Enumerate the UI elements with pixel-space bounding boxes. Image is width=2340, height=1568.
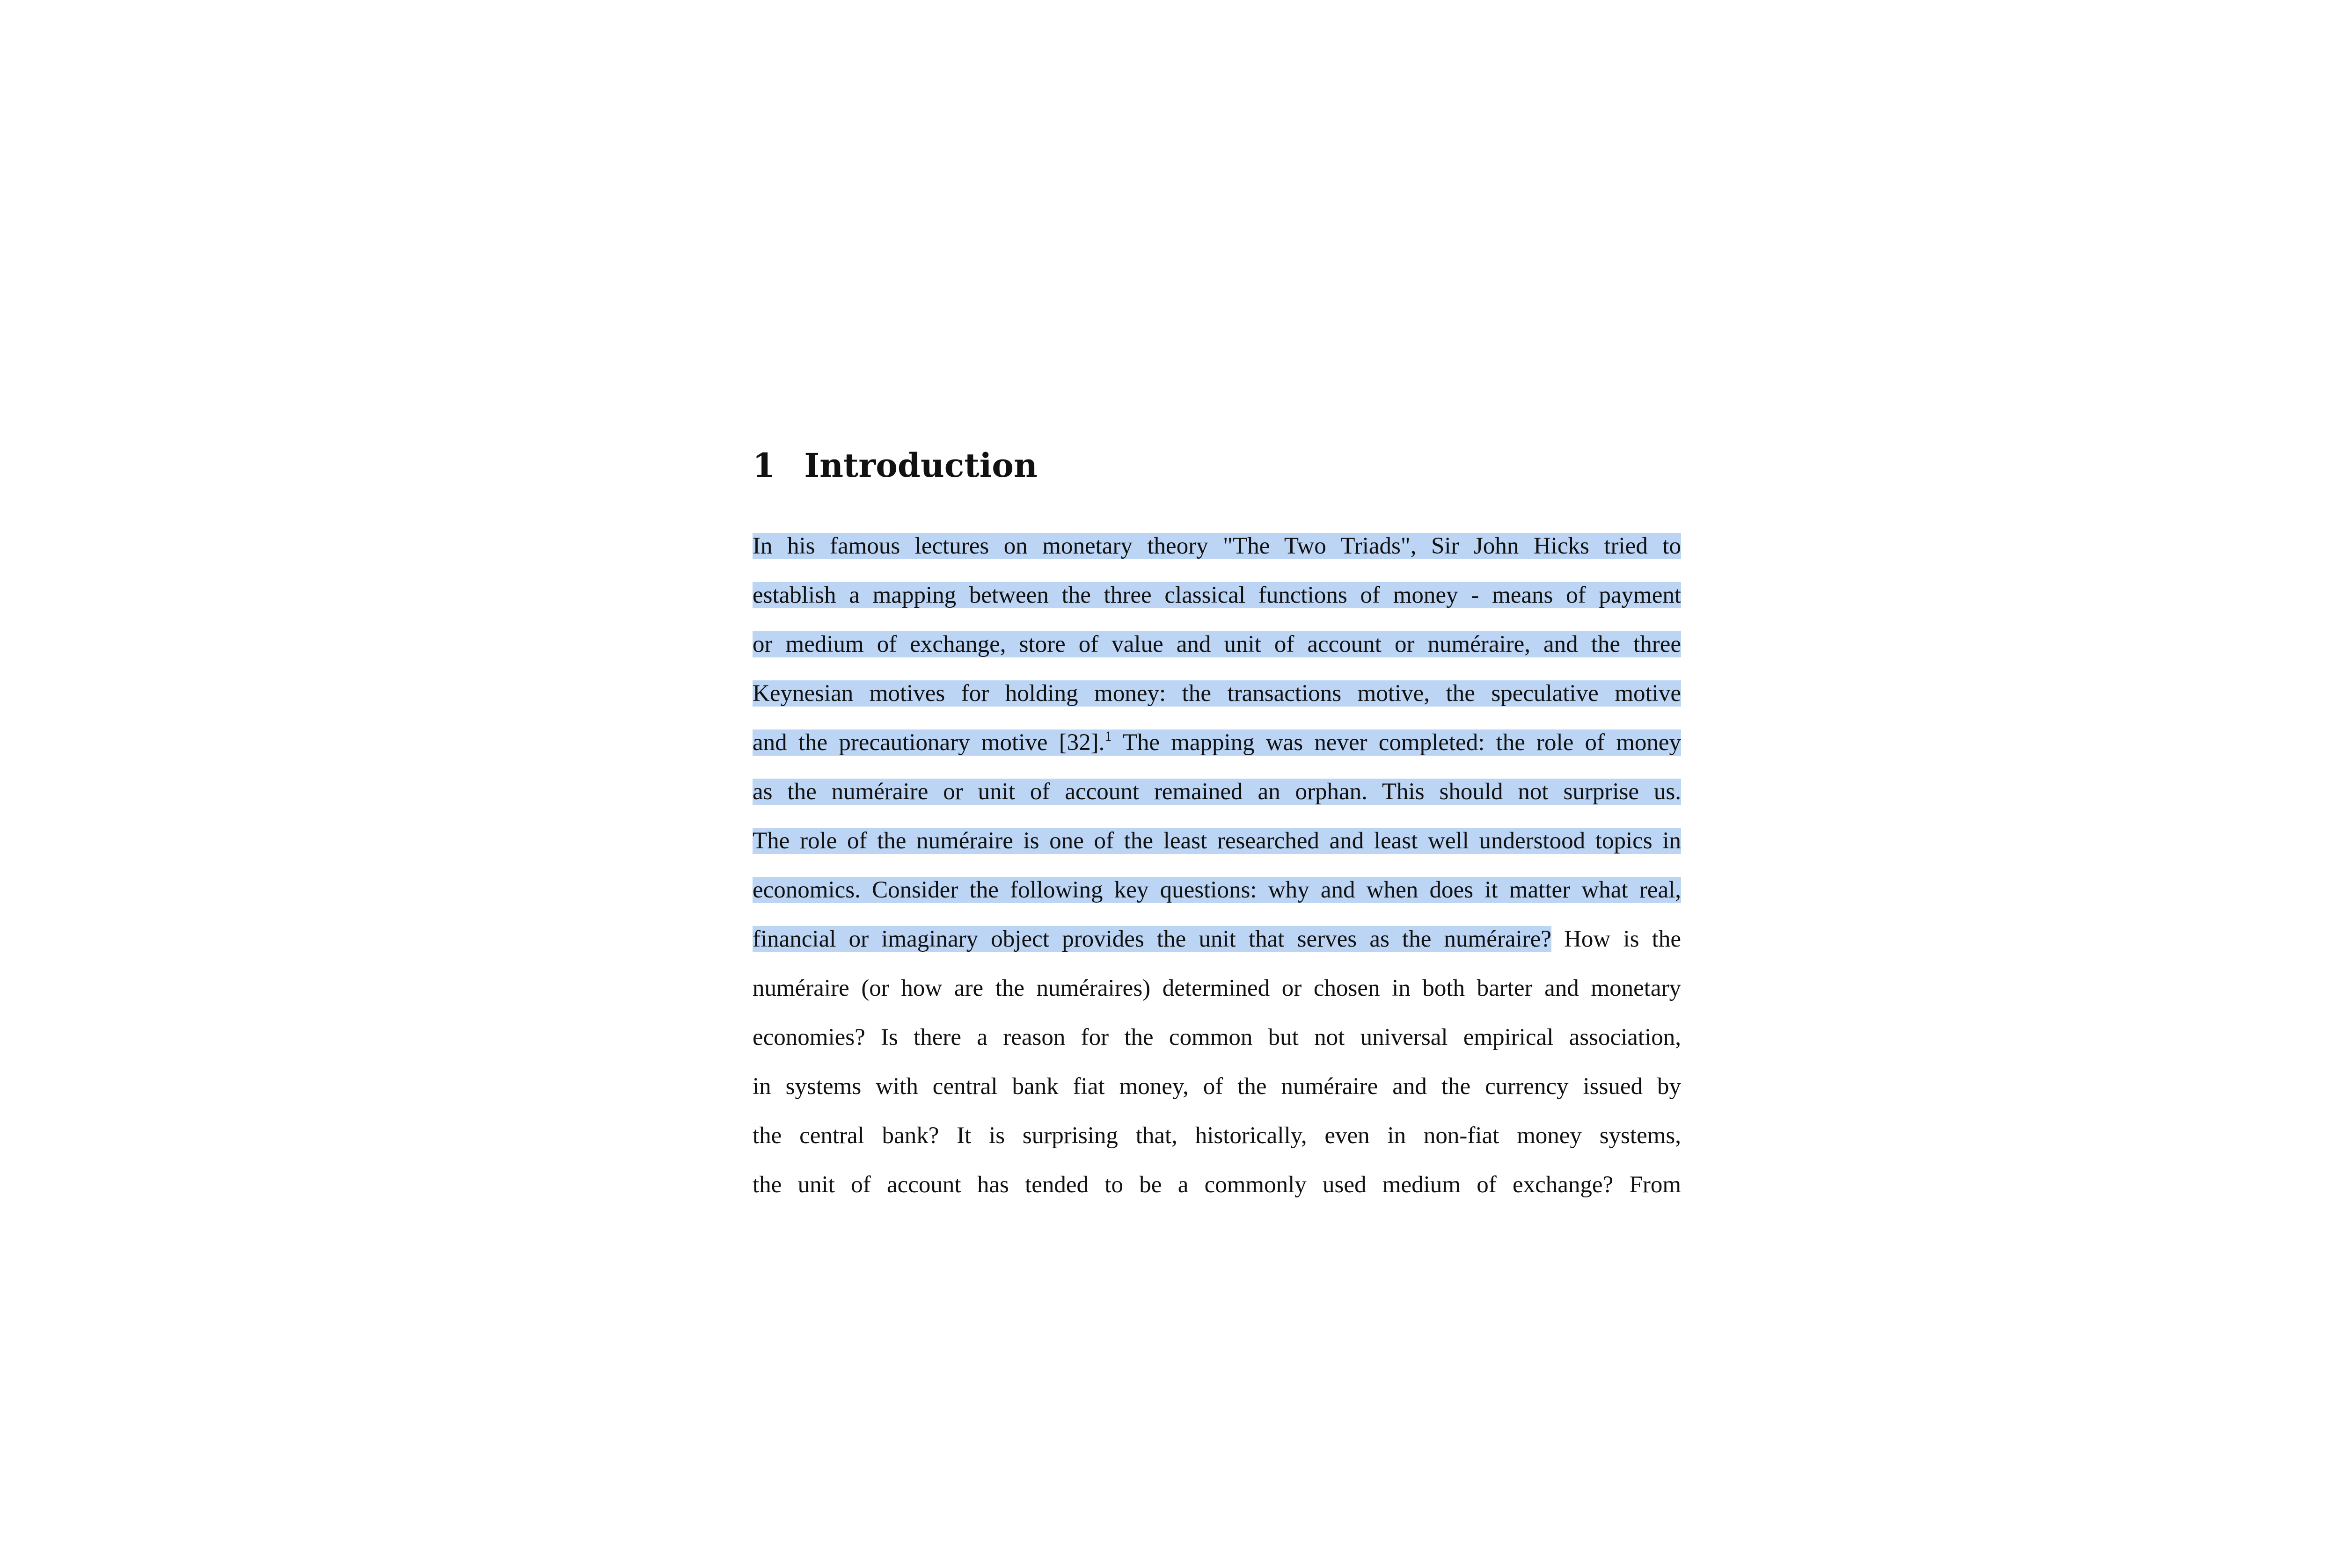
unselected-text[interactable]: in systems with central bank fiat money, of the numéraire and the currency issued by <box>753 1073 1681 1100</box>
selected-text[interactable]: The role of the numéraire is one of the least researched and least well understood topics in <box>753 828 1681 854</box>
footnote-marker[interactable]: 1 <box>1104 729 1112 744</box>
selected-text[interactable]: In his famous lectures on monetary theory "The Two Triads", Sir John Hicks tried to <box>753 533 1681 559</box>
paragraph-line-11[interactable] <box>753 1022 1681 1052</box>
selected-text[interactable] <box>753 729 1681 756</box>
paragraph-line-5[interactable] <box>753 728 1681 758</box>
section-heading <box>753 438 1408 494</box>
paragraph-line-6[interactable] <box>753 777 1681 807</box>
paragraph-line-4[interactable] <box>753 678 1681 708</box>
unselected-text[interactable]: the central bank? It is surprising that, historically, even in non-fiat money systems, <box>753 1123 1681 1149</box>
unselected-text[interactable]: economies? Is there a reason for the common but not universal empirical association, <box>753 1024 1681 1050</box>
paragraph-line-10[interactable] <box>753 973 1681 1003</box>
selected-text[interactable]: financial or imaginary object provides the unit that serves as the numéraire? <box>753 926 1551 952</box>
paragraph-line-2[interactable] <box>753 580 1681 610</box>
unselected-text[interactable]: numéraire (or how are the numéraires) determined or chosen in both barter and monetary <box>753 975 1681 1001</box>
paragraph-line-1[interactable] <box>753 531 1681 561</box>
paragraph-line-13[interactable] <box>753 1121 1681 1151</box>
paragraph-line-7[interactable] <box>753 826 1681 856</box>
unselected-text[interactable]: the unit of account has tended to be a commonly used medium of exchange? From <box>753 1172 1681 1198</box>
paragraph-line-3[interactable] <box>753 629 1681 659</box>
paragraph-line-9[interactable] <box>753 924 1681 954</box>
paragraph-line-8[interactable] <box>753 875 1681 905</box>
paragraph-line-12[interactable] <box>753 1072 1681 1101</box>
section-number: 1 <box>753 446 775 485</box>
selected-text[interactable]: establish a mapping between the three classical functions of money - means of payment <box>753 582 1681 608</box>
selected-text-part: and the precautionary motive [32]. <box>753 729 1105 756</box>
selected-text[interactable]: or medium of exchange, store of value and unit of account or numéraire, and the three <box>753 631 1681 657</box>
selected-text[interactable]: economics. Consider the following key questions: why and when does it matter what real, <box>753 877 1681 903</box>
selected-text-part: The mapping was never completed: the role of money <box>1112 729 1681 756</box>
paragraph-line-14[interactable] <box>753 1170 1681 1200</box>
section-title: Introduction <box>804 446 1038 485</box>
selected-text[interactable]: Keynesian motives for holding money: the transactions motive, the speculative motive <box>753 680 1681 707</box>
selected-text[interactable]: as the numéraire or unit of account remained an orphan. This should not surprise us. <box>753 779 1681 805</box>
unselected-text[interactable]: How is the <box>1551 926 1681 952</box>
